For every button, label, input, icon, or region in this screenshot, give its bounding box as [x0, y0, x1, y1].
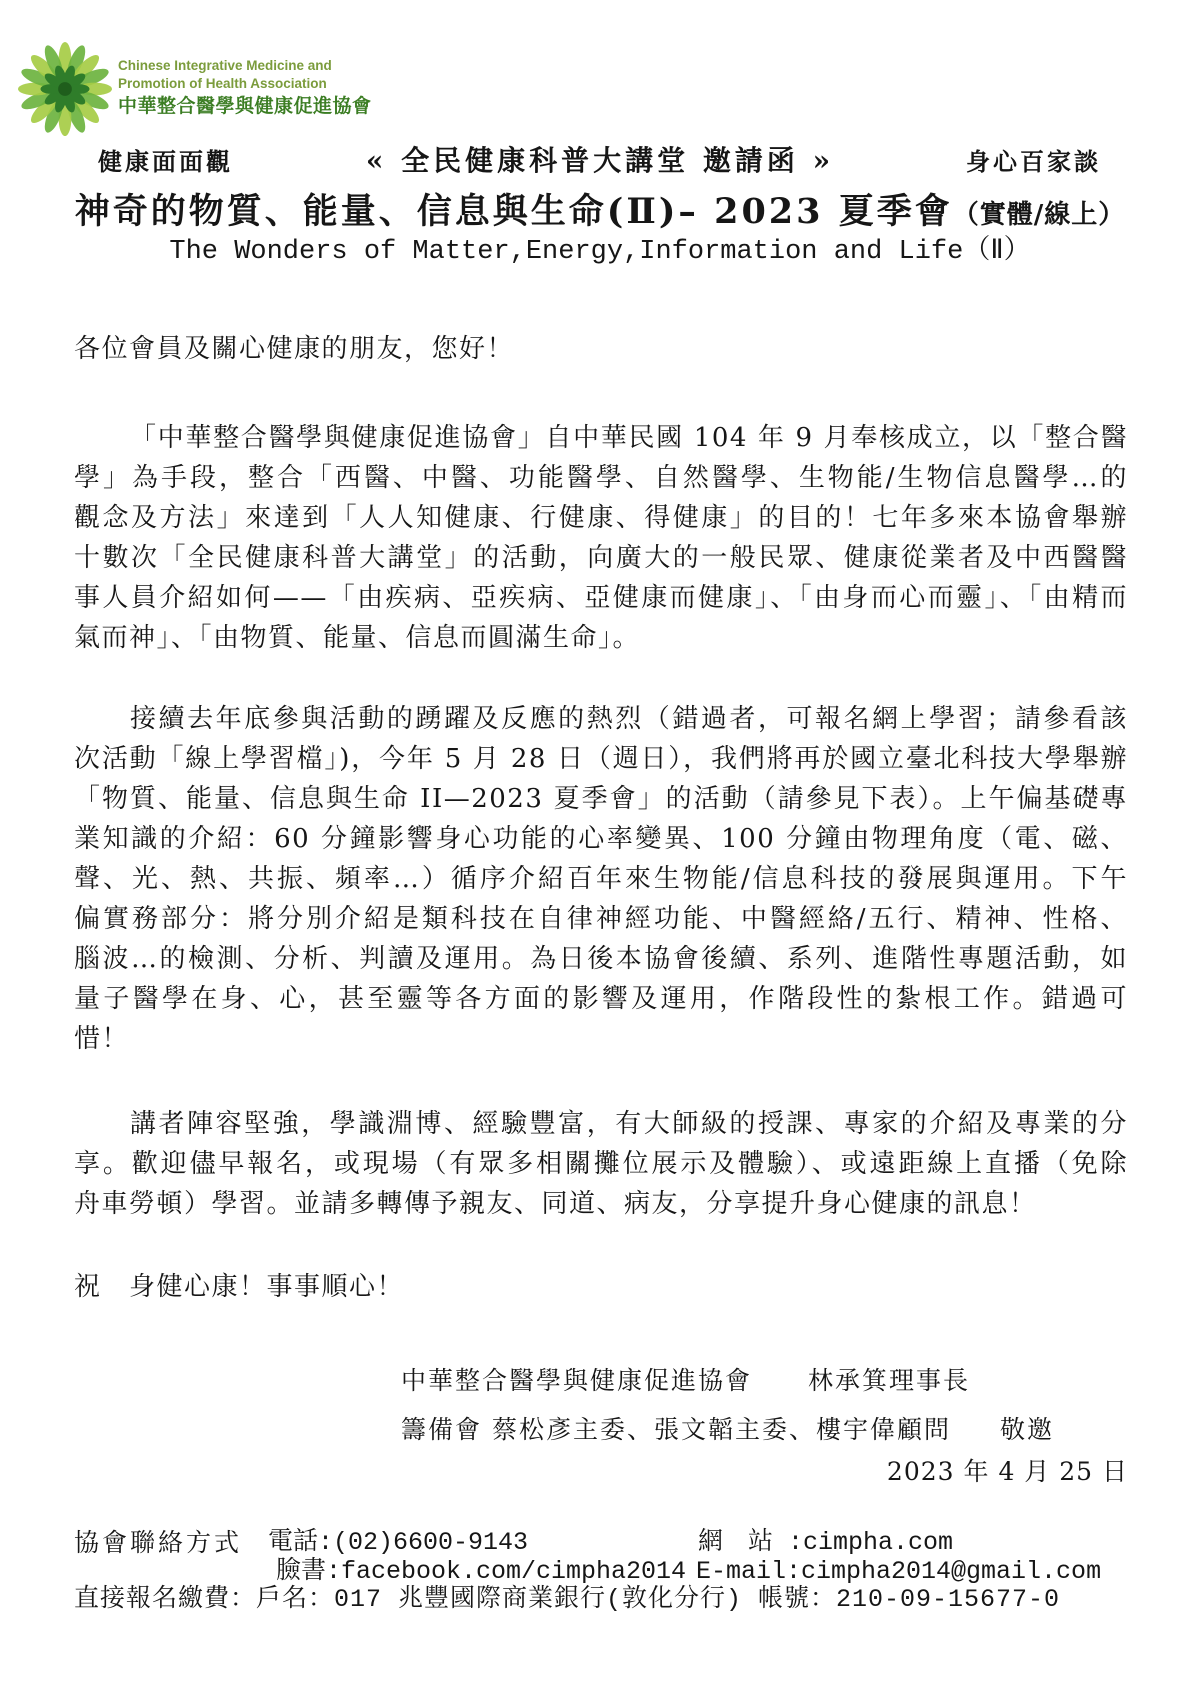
event-title-main: 神奇的物質、能量、信息與生命(Ⅱ)– 2023 夏季會 — [74, 191, 953, 232]
paragraph-line: 腦波…的檢測、分析、判讀及運用。為日後本協會後續、系列、進階性專題活動，如 — [74, 944, 1128, 974]
paragraph-line: 偏實務部分：將分別介紹是類科技在自律神經功能、中醫經絡/五行、精神、性格、 — [74, 904, 1128, 934]
association-logo-icon — [16, 40, 114, 138]
series-tag-right: 身心百家談 — [966, 147, 1101, 176]
paragraph-line: 舟車勞頓）學習。並請多轉傳予親友、同道、病友，分享提升身心健康的訊息！ — [74, 1189, 1037, 1219]
paragraph-line: 接續去年底參與活動的踴躍及反應的熱烈（錯過者，可報名網上學習；請參看該 — [130, 704, 1128, 734]
logo-name-zh: 中華整合醫學與健康促進協會 — [118, 95, 372, 117]
contact-email: E-mail:cimpha2014@gmail.com — [696, 1557, 1102, 1586]
logo-text — [118, 57, 372, 118]
paragraph-line: 觀念及方法」來達到「人人知健康、行健康、得健康」的目的！七年多來本協會舉辦 — [74, 503, 1128, 533]
paragraph-line: 事人員介紹如何——「由疾病、亞疾病、亞健康而健康」、「由身而心而靈」、「由精而 — [74, 583, 1128, 613]
signature-invite: 敬邀 — [1000, 1415, 1055, 1444]
contact-facebook: 臉書:facebook.com/cimpha2014 — [276, 1557, 687, 1586]
event-title-english: The Wonders of Matter,Energy,Information and Life（Ⅱ） — [169, 237, 1031, 267]
contact-phone: 電話:(02)6600-9143 — [268, 1528, 529, 1557]
paragraph-line: 享。歡迎儘早報名，或現場（有眾多相關攤位展示及體驗）、或遠距線上直播（免除 — [74, 1149, 1128, 1179]
paragraph-line: 量子醫學在身、心，甚至靈等各方面的影響及運用，作階段性的紮根工作。錯過可 — [74, 984, 1128, 1014]
paragraph-line: 惜！ — [74, 1024, 130, 1054]
contact-label: 協會聯絡方式 — [74, 1528, 243, 1557]
contact-website: 網 站 :cimpha.com — [698, 1528, 954, 1557]
paragraph-line: 「中華整合醫學與健康促進協會」自中華民國 104 年 9 月奉核成立，以「整合醫 — [130, 423, 1128, 453]
logo-name-en-line1: Chinese Integrative Medicine and — [118, 58, 332, 73]
signature-chairman: 林承箕理事長 — [808, 1366, 971, 1395]
paragraph-line: 「物質、能量、信息與生命 II—2023 夏季會」的活動（請參見下表）。上午偏基礎專 — [74, 784, 1128, 814]
signature-organization: 中華整合醫學與健康促進協會 — [401, 1366, 753, 1395]
invitation-heading: « 全民健康科普大講堂 邀請函 » — [365, 144, 835, 177]
paragraph-introduction — [74, 418, 1128, 658]
paragraph-line: 聲、光、熱、共振、頻率…）循序介紹百年來生物能/信息科技的發展與運用。下午 — [74, 864, 1128, 894]
logo-center — [58, 82, 72, 96]
paragraph-line: 講者陣容堅強，學識淵博、經驗豐富，有大師級的授課、專家的介紹及專業的分 — [130, 1109, 1128, 1139]
paragraph-event-details — [74, 699, 1128, 1059]
paragraph-line: 十數次「全民健康科普大講堂」的活動，向廣大的一般民眾、健康從業者及中西醫醫 — [74, 543, 1128, 573]
closing-wishes: 祝 身健心康！事事順心！ — [74, 1272, 405, 1302]
registration-payment-info: 直接報名繳費：戶名：017 兆豐國際商業銀行(敦化分行) 帳號：210-09-15677-0 — [74, 1585, 1061, 1614]
paragraph-line: 氣而神」、「由物質、能量、信息而圓滿生命」。 — [74, 623, 641, 653]
paragraph-line: 次活動「線上學習檔」)，今年 5 月 28 日（週日），我們將再於國立臺北科技大學舉辦 — [74, 744, 1128, 774]
paragraph-line: 學」為手段，整合「西醫、中醫、功能醫學、自然醫學、生物能/生物信息醫學…的 — [74, 463, 1128, 493]
letter-date: 2023 年 4 月 25 日 — [886, 1457, 1128, 1486]
paragraph-line: 業知識的介紹：60 分鐘影響身心功能的心率變異、100 分鐘由物理角度（電、磁、 — [74, 824, 1128, 854]
greeting: 各位會員及關心健康的朋友，您好！ — [74, 334, 515, 364]
logo-name-en-line2: Promotion of Health Association — [118, 76, 327, 91]
paragraph-speakers — [74, 1104, 1128, 1224]
series-tag-left: 健康面面觀 — [98, 147, 233, 176]
event-title-format: （實體/線上） — [952, 200, 1126, 230]
signature-committee: 籌備會 蔡松彥主委、張文韜主委、樓宇偉顧問 — [401, 1415, 951, 1444]
